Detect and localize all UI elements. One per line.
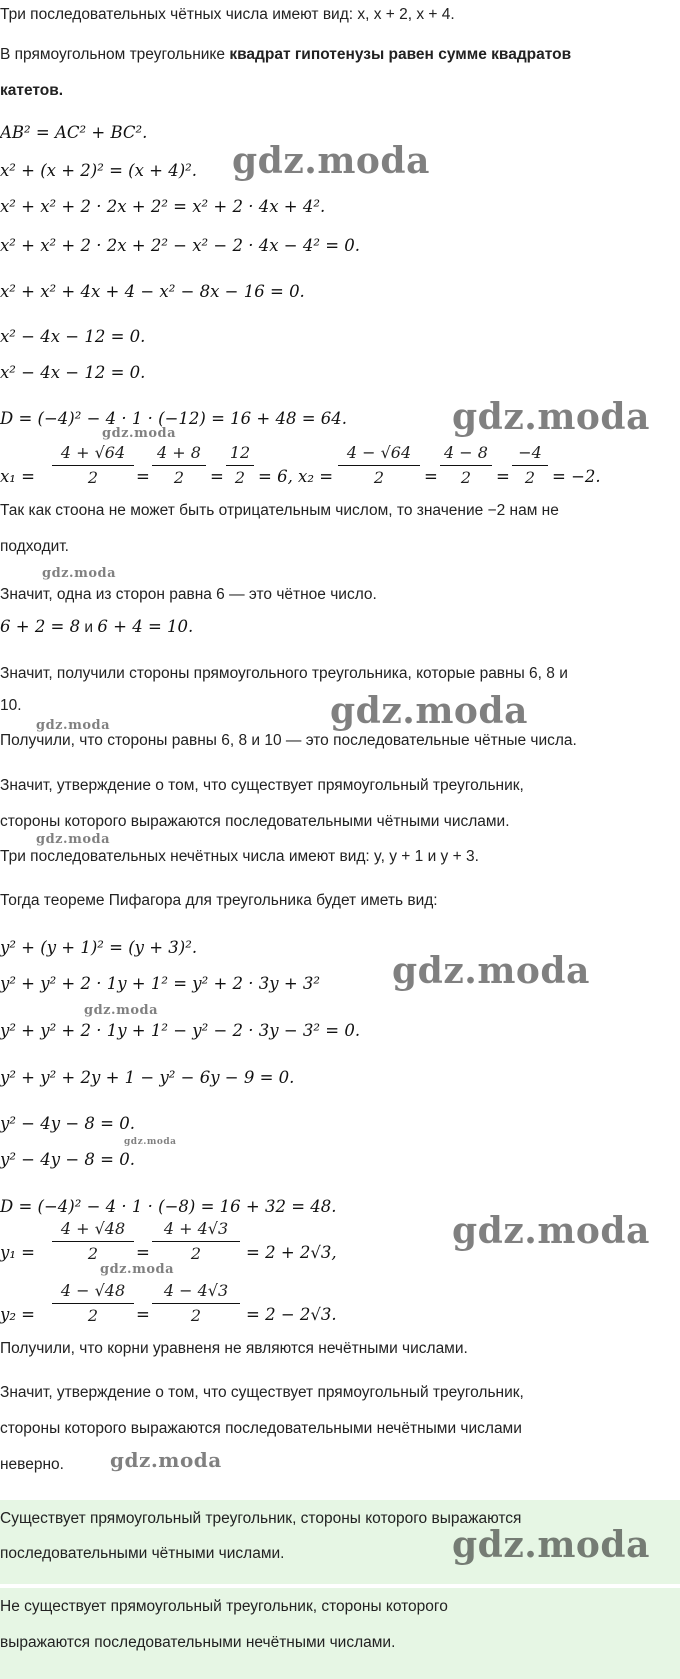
statement-bold-cont: катетов. [0,82,64,99]
odd-intro: Три последовательных нечётных числа имеют вид: y, y + 1 и y + 3. [0,848,479,865]
watermark: gdz.moda [84,1003,159,1018]
eq-sign: = [136,1305,150,1324]
eq-ab: AB² = AC² + BC². [0,123,148,142]
watermark: gdz.moda [36,718,111,733]
side-is-even: Значит, одна из сторон равна 6 — это чётное число. [0,586,377,603]
denominator: 2 [460,468,472,487]
root-y1-end: = 2 + 2√3, [246,1243,337,1262]
roots-not-odd: Получили, что корни уравненя не являются нечётными числами. [0,1340,468,1357]
fraction-x-1 [52,443,134,487]
root-y2-label: y₂ = [0,1305,36,1324]
pythagoras-statement [0,46,571,64]
numerator: 4 + √64 [60,443,126,462]
eq-sign: = [136,467,150,486]
root-x-end: = −2. [552,467,601,486]
eq-y-2: y² + y² + 2 · 1y + 1² = y² + 2 · 3y + 3² [0,974,321,993]
sides-obtained: Значит, получили стороны прямоугольного треугольника, которые равны 6, 8 и [0,665,568,682]
eq-y-5: y² − 4y − 8 = 0. [0,1114,135,1133]
denominator: 2 [524,468,536,487]
eq-y-1: y² + (y + 1)² = (y + 3)². [0,938,198,957]
numerator: 4 + 4√3 [163,1219,229,1238]
eq-sign: = [136,1243,150,1262]
answer-even-1: Существует прямоугольный треугольник, стороны которого выражаются [0,1510,522,1527]
watermark: gdz.moda [124,1137,177,1147]
fraction-y-1 [52,1219,134,1263]
calc-2: 6 + 4 = 10. [97,617,194,636]
reject-negative-cont: подходит. [0,538,69,555]
denominator: 2 [234,468,246,487]
statement-bold: квадрат гипотенузы равен сумме квадратов [229,46,572,63]
statement-plain: В прямоугольном треугольнике [0,46,230,63]
numerator: 4 − 8 [444,443,488,462]
answer-odd-2: выражаются последовательными нечётными числами. [0,1634,396,1651]
reject-negative: Так как стоона не может быть отрицательным числом, то значение −2 нам не [0,502,559,519]
conclusion-odd-2: стороны которого выражаются последовательными нечётными числами [0,1420,522,1437]
numerator: 12 [229,443,251,462]
fraction-x-4 [338,443,420,487]
eq-sign: = [424,467,438,486]
watermark: gdz.moda [452,396,650,438]
sides-obtained-cont: 10. [0,697,22,714]
numerator: −4 [518,443,542,462]
eq-y-4: y² + y² + 2y + 1 − y² − 6y − 9 = 0. [0,1068,295,1087]
watermark: gdz.moda [100,1262,175,1277]
watermark: gdz.moda [392,950,590,992]
conclusion-even-1: Значит, утверждение о том, что существует прямоугольный треугольник, [0,777,524,794]
denominator: 2 [190,1306,202,1325]
calc-and: и [80,619,98,636]
conclusion-odd-1: Значит, утверждение о том, что существует прямоугольный треугольник, [0,1384,524,1401]
eq-y-6: y² − 4y − 8 = 0. [0,1150,135,1169]
denominator: 2 [190,1244,202,1263]
fraction-y-2 [152,1219,240,1263]
eq-x-2: x² + x² + 2 · 2x + 2² = x² + 2 · 4x + 4². [0,197,326,216]
eq-x-6: x² − 4x − 12 = 0. [0,363,146,382]
watermark: gdz.moda [36,832,111,847]
fraction-x-5 [440,443,492,487]
watermark: gdz.moda [110,1448,222,1472]
watermark: gdz.moda [330,690,528,732]
eq-sign: = [210,467,224,486]
eq-x-1: x² + (x + 2)² = (x + 4)². [0,161,198,180]
denominator: 2 [173,468,185,487]
eq-x-3: x² + x² + 2 · 2x + 2² − x² − 2 · 4x − 4² = 0. [0,236,361,255]
root-x1-label: x₁ = [0,467,35,486]
fraction-y-4 [152,1281,240,1325]
root-x2-label: = 6, x₂ = [258,467,334,486]
denominator: 2 [87,1244,99,1263]
watermark: gdz.moda [452,1524,650,1566]
watermark: gdz.moda [102,426,177,441]
eq-sign: = [496,467,510,486]
answer-odd-1: Не существует прямоугольный треугольник, стороны которого [0,1598,448,1615]
root-y1-label: y₁ = [0,1243,36,1262]
eq-x-5: x² − 4x − 12 = 0. [0,327,146,346]
fraction-x-6 [512,443,548,487]
eq-y-3: y² + y² + 2 · 1y + 1² − y² − 2 · 3y − 3² = 0. [0,1021,361,1040]
fraction-x-3 [226,443,254,487]
fraction-y-3 [52,1281,134,1325]
denominator: 2 [87,468,99,487]
pythagoras-odd: Тогда теореме Пифагора для треугольника будет иметь вид: [0,892,438,909]
numerator: 4 − √48 [60,1281,126,1300]
watermark: gdz.moda [452,1210,650,1252]
denominator: 2 [373,468,385,487]
root-y2-end: = 2 − 2√3. [246,1305,337,1324]
numerator: 4 + √48 [60,1219,126,1238]
eq-discriminant-x: D = (−4)² − 4 · 1 · (−12) = 16 + 48 = 64. [0,409,348,428]
sides-calc [0,617,193,637]
watermark: gdz.moda [42,566,117,581]
numerator: 4 − √64 [346,443,412,462]
eq-x-4: x² + x² + 4x + 4 − x² − 8x − 16 = 0. [0,282,305,301]
calc-1: 6 + 2 = 8 [0,617,81,636]
eq-discriminant-y: D = (−4)² − 4 · 1 · (−8) = 16 + 32 = 48. [0,1197,337,1216]
even-consecutive: Получили, что стороны равны 6, 8 и 10 — это последовательные чётные числа. [0,732,577,749]
numerator: 4 − 4√3 [163,1281,229,1300]
watermark: gdz.moda [232,140,430,182]
answer-even-2: последовательными чётными числами. [0,1545,285,1562]
conclusion-odd-3: неверно. [0,1456,64,1473]
numerator: 4 + 8 [157,443,201,462]
intro-line: Три последовательных чётных числа имеют вид: x, x + 2, x + 4. [0,6,455,23]
fraction-x-2 [152,443,206,487]
denominator: 2 [87,1306,99,1325]
conclusion-even-2: стороны которого выражаются последовательными чётными числами. [0,813,510,830]
